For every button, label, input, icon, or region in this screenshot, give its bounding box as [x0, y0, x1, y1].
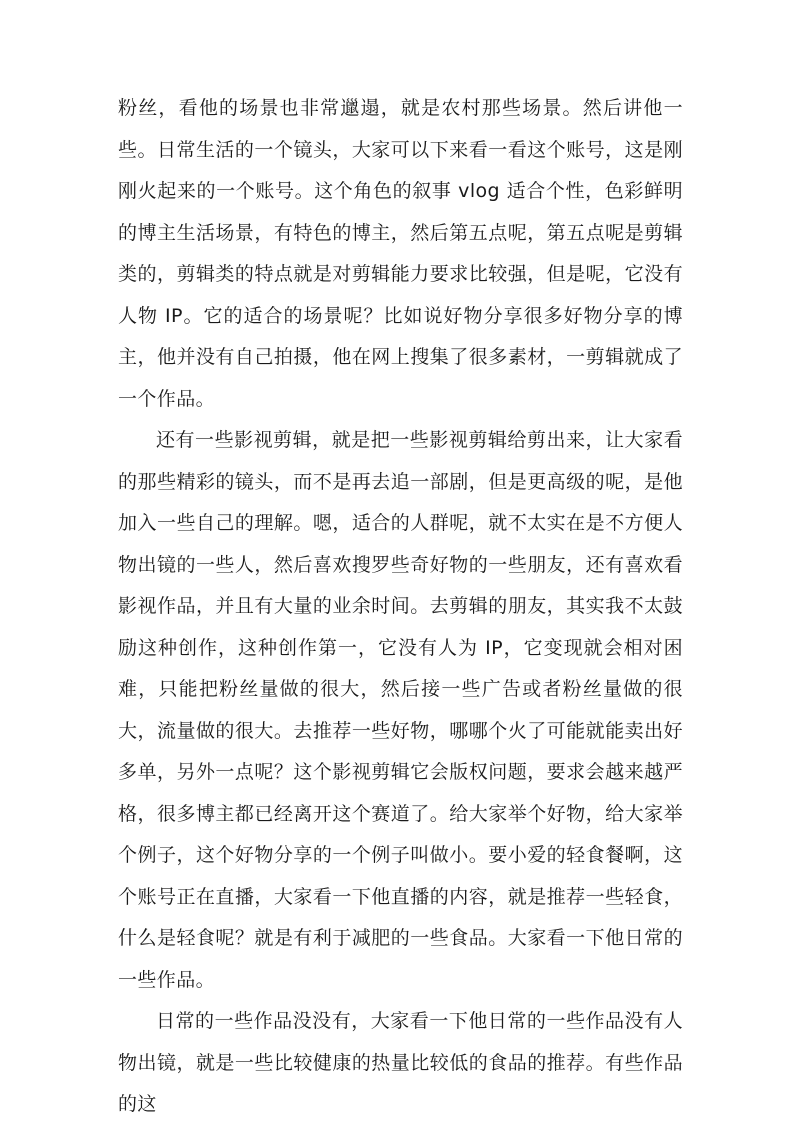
paragraph-3: 日常的一些作品没没有，大家看一下他日常的一些作品没有人物出镜，就是一些比较健康的热量比较低的食品的推荐。有些作品的这: [118, 1010, 683, 1115]
body-text: [118, 88, 683, 1126]
paragraph-2: 还有一些影视剪辑，就是把一些影视剪辑给剪出来，让大家看的那些精彩的镜头，而不是再去追一部剧，但是更高级的呢，是他加入一些自己的理解。嗯，适合的人群呢，就不太实在是不方便人物出镜的一些人，然后喜欢搜罗些奇好物的一些朋友，还有喜欢看影视作品，并且有大量的业余时间。去剪辑的朋友，其实我不太鼓励这种创作，这种创作第一，它没有人为 IP，它变现就会相对困难，只能把粉丝量做的很大，然后接一些广告或者粉丝量做的很大，流量做的很大。去推荐一些好物，哪哪个火了可能就能卖出好多单，另外一点呢？这个影视剪辑它会版权问题，要求会越来越严格，很多博主都已经离开这个赛道了。给大家举个好物，给大家举个例子，这个好物分享的一个例子叫做小。要小爱的轻食餐啊，这个账号正在直播，大家看一下他直播的内容，就是推荐一些轻食，什么是轻食呢？就是有利于减肥的一些食品。大家看一下他日常的一些作品。: [118, 429, 683, 991]
paragraph-1: 粉丝，看他的场景也非常邋遢，就是农村那些场景。然后讲他一些。日常生活的一个镜头，大家可以下来看一看这个账号，这是刚刚火起来的一个账号。这个角色的叙事 vlog 适合个性，色彩鲜明的博主生活场景，有特色的博主，然后第五点呢，第五点呢是剪辑类的，剪辑类的特点就是对剪辑能力要求比较强，但是呢，它没有人物 IP。它的适合的场景呢？比如说好物分享很多好物分享的博主，他并没有自己拍摄，他在网上搜集了很多素材，一剪辑就成了一个作品。: [118, 97, 683, 410]
